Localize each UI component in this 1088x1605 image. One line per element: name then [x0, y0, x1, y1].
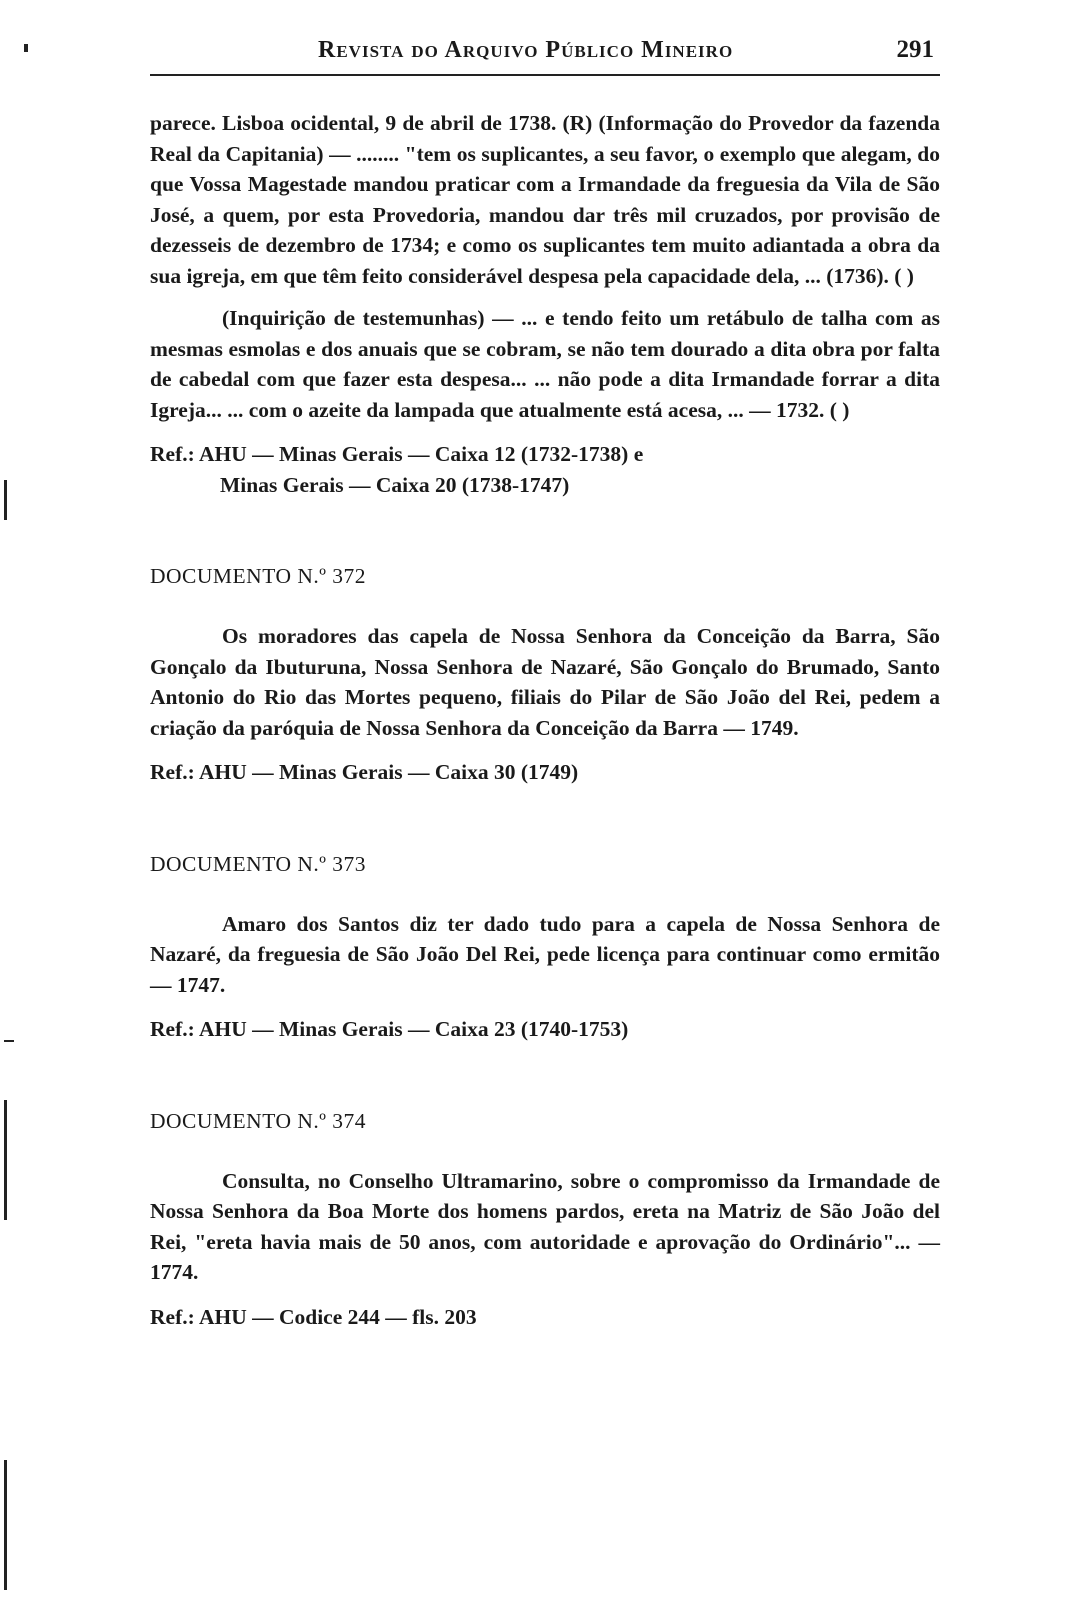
document-body: Amaro dos Santos diz ter dado tudo para a capela de Nossa Senhora de Nazaré, da freguesia de São João Del Rei, pede licença para continuar como ermitão — 1747.	[150, 911, 940, 997]
document-body: Consulta, no Conselho Ultramarino, sobre o compromisso da Irmandade de Nossa Senhora da Boa Morte dos homens pardos, ereta na Matriz de São João del Rei, "ereta havia mais de 50 anos, com autoridade e aprovação do Ordinário"... — 1774.	[150, 1168, 940, 1284]
inquiry-paragraph: (Inquirição de testemunhas) — ... e tendo feito um retábulo de talha com as mesmas esmolas e dos anuais que se cobram, se não tem dourado a dita obra por falta de cabedal com que fazer esta despesa... ... não pode a dita Irmandade forrar a dita Igreja... ... com o azeite da lampada que atualmente está acesa, ... — 1732. ( )	[150, 306, 940, 422]
document-heading: DOCUMENTO N.º 373	[150, 851, 367, 876]
document-reference: Ref.: AHU — Minas Gerais — Caixa 23 (1740-1753)	[150, 1017, 629, 1041]
document-body: Os moradores das capela de Nossa Senhora da Conceição da Barra, São Gonçalo da Ibuturuna, Nossa Senhora de Nazaré, São Gonçalo do Brumado, Santo Antonio do Rio das Mortes pequeno, filiais do Pilar de São João del Rei, pedem a criação da paróquia de Nossa Senhora da Conceição da Barra — 1749.	[150, 624, 940, 740]
scan-margin-mark	[4, 1460, 7, 1590]
page	[150, 36, 940, 1332]
document-373	[150, 852, 940, 1045]
document-reference: Ref.: AHU — Minas Gerais — Caixa 30 (1749)	[150, 760, 579, 784]
page-header	[150, 36, 940, 76]
scan-margin-mark	[4, 1040, 14, 1042]
document-heading: DOCUMENTO N.º 372	[150, 564, 367, 588]
scan-margin-mark	[24, 44, 28, 52]
page-number: 291	[896, 36, 934, 63]
running-title: Revista do Arquivo Público Mineiro	[318, 37, 734, 63]
document-372	[150, 564, 940, 788]
reference-line: Ref.: AHU — Minas Gerais — Caixa 12 (1732-1738) e	[150, 442, 644, 466]
scan-margin-mark	[4, 1100, 7, 1220]
intro-reference	[150, 439, 940, 500]
reference-line: Minas Gerais — Caixa 20 (1738-1747)	[220, 472, 570, 497]
document-reference: Ref.: AHU — Codice 244 — fls. 203	[150, 1304, 477, 1329]
intro-paragraph: parece. Lisboa ocidental, 9 de abril de 1738. (R) (Informação do Provedor da fazenda Real da Capitania) — ........ "tem os suplicantes, a seu favor, o exemplo que alegam, do que Vossa Magestade mandou praticar com a Irmandade da freguesia da Vila de São José, a quem, por esta Provedoria, mandou dar três mil cruzados, por provisão de dezesseis de dezembro de 1734; e como os suplicantes tem muito adiantada a obra da sua igreja, em que têm feito considerável despesa pela capacidade dela, ... (1736). ( )	[150, 111, 940, 288]
scan-margin-mark	[4, 480, 7, 520]
document-374	[150, 1109, 940, 1333]
document-heading: DOCUMENTO N.º 374	[150, 1108, 367, 1133]
